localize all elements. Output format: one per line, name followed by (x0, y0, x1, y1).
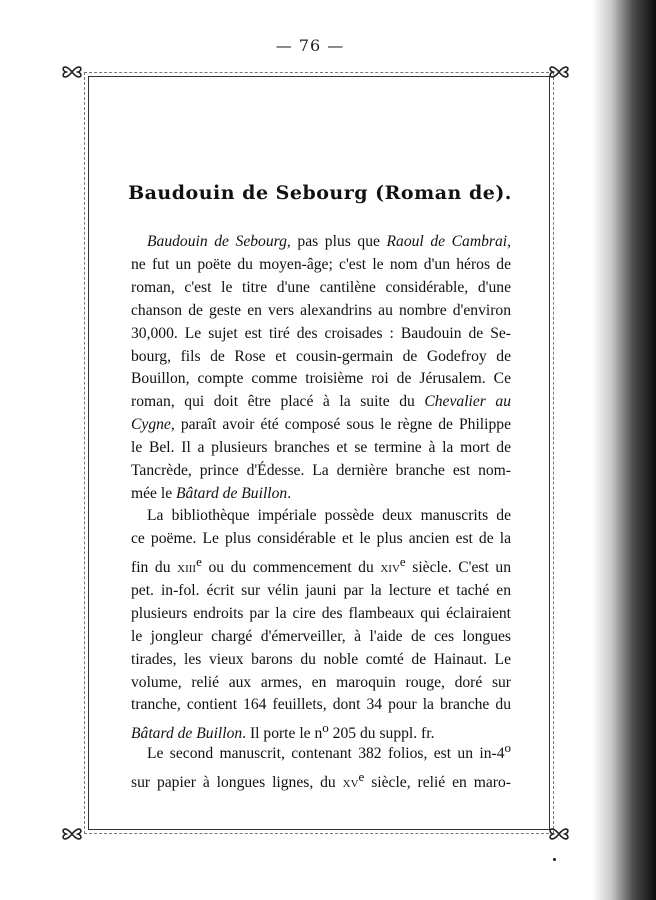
text-line: Bouillon, compte comme troisième roi de Jérusalem. Ce (131, 370, 511, 388)
paragraph-3 (131, 737, 511, 795)
text-line: bourg, fils de Rose et cousin-germain de Godefroy de (131, 347, 511, 365)
text-line: roman, qui doit être placé à la suite du Chevalier au (131, 393, 511, 411)
text-line: Le second manuscrit, contenant 382 folios, est un in-4$^o$ (147, 740, 511, 763)
text-line: ce poëme. Le plus considérable et le plus ancien est de la (131, 529, 511, 547)
text-line: Baudouin de Sebourg, pas plus que Raoul de Cambrai, (147, 233, 511, 250)
paragraph-1 (131, 231, 511, 506)
text-line: mée le Bâtard de Buillon. (131, 484, 292, 502)
text-line: 30,000. Le sujet est tiré des croisades : Baudouin de Se- (131, 324, 511, 342)
ink-speck (553, 858, 556, 861)
fleuron-icon (58, 58, 86, 86)
article-title: Baudouin de Sebourg (Roman de). (128, 182, 512, 204)
text-line: tirades, les vieux barons du noble comté de Hainaut. Le (131, 650, 511, 668)
paragraph-2 (131, 505, 511, 746)
fleuron-icon (58, 820, 86, 848)
fleuron-icon (545, 58, 573, 86)
text-line: chanson de geste en vers alexandrins au nombre d'environ (131, 301, 511, 319)
page-number: — 76 — (275, 36, 345, 55)
text-line: pet. in-fol. écrit sur vélin jauni par la lecture et taché en (131, 581, 511, 599)
text-line: fin du xiii$^e$ ou du commencement du xiv$^e$ siècle. C'est un (131, 553, 512, 576)
text-line: Cygne, paraît avoir été composé sous le règne de Philippe (131, 416, 511, 434)
text-line: volume, relié aux armes, en maroquin rouge, doré sur (131, 673, 511, 691)
fleuron-icon (545, 820, 573, 848)
text-line: tranche, contient 164 feuillets, dont 34 pour la branche du (131, 696, 511, 714)
text-line: sur papier à longues lignes, du $xv^e$ siècle, relié en maro- (131, 769, 511, 792)
text-line: roman, c'est le titre d'une cantilène considérable, d'une (131, 278, 511, 296)
text-line: plusieurs endroits par la cire des flambeaux qui éclairaient (131, 604, 511, 622)
text-line: La bibliothèque impériale possède deux manuscrits de (147, 507, 511, 524)
binding-shadow (592, 0, 656, 900)
text-line: ne fut un poëte du moyen-âge; c'est le nom d'un héros de (131, 255, 511, 273)
text-line: Tancrède, prince d'Édesse. La dernière branche est nom- (131, 462, 511, 480)
text-line: le Bel. Il a plusieurs branches et se termine à la mort de (131, 439, 511, 457)
text-line: le jongleur chargé d'émerveiller, à l'aide de ces longues (131, 627, 511, 645)
text-line: Bâtard de Buillon. Il porte le $n^o$ 205 du suppl. fr. (131, 720, 435, 743)
